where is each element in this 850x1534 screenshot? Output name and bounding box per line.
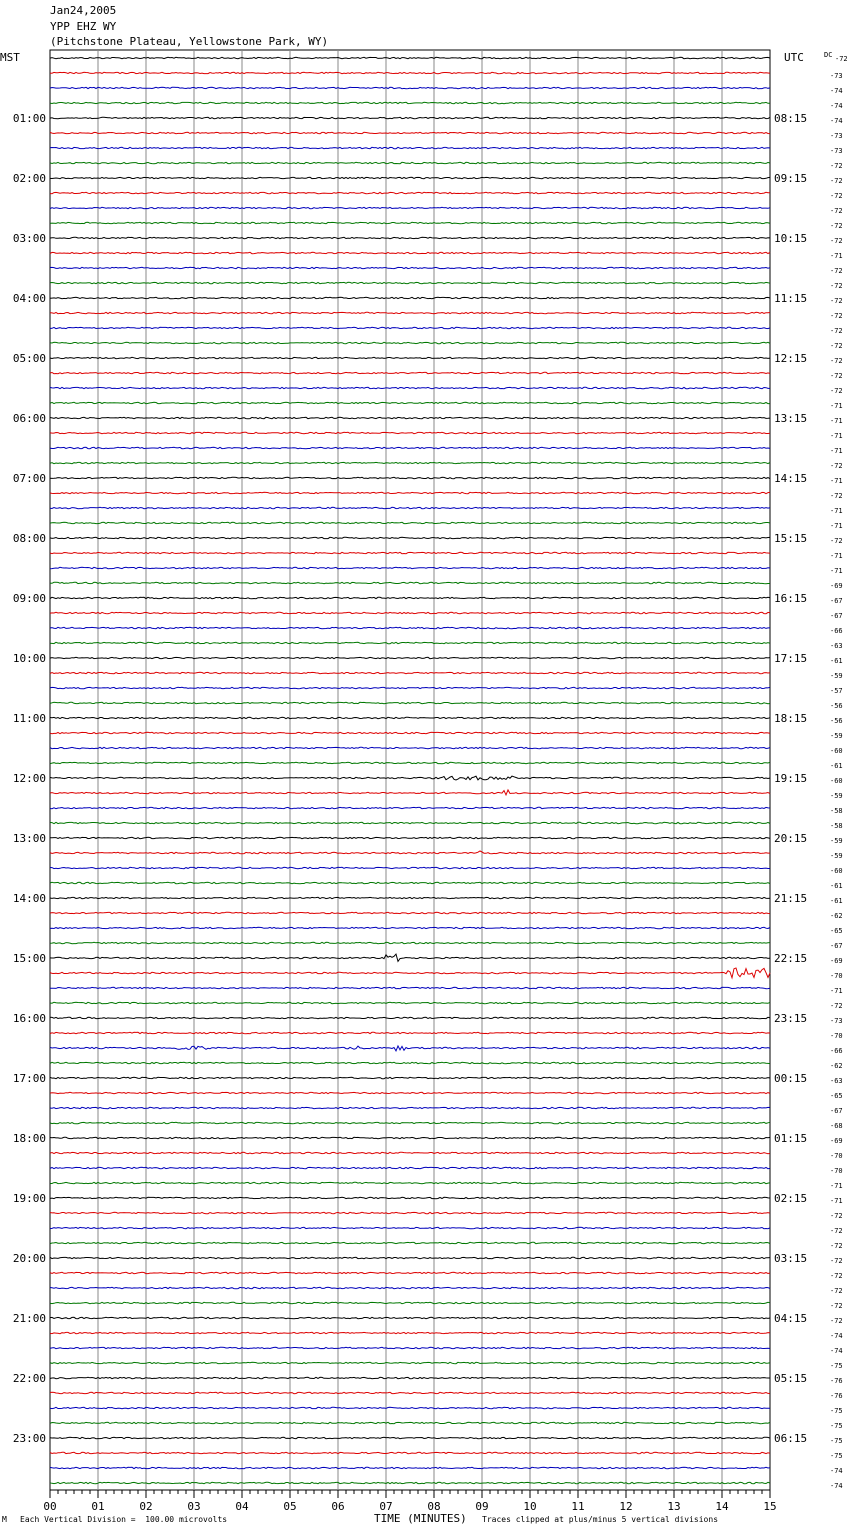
seismic-trace (50, 954, 770, 961)
seismic-trace (50, 1152, 770, 1153)
seismic-trace (50, 1092, 770, 1093)
utc-hour-label: 20:15 (774, 832, 808, 845)
dc-offset-value: -72 (830, 492, 843, 500)
dc-label: DC (824, 51, 833, 59)
dc-offset-value: -72 (830, 1287, 843, 1295)
seismic-trace (50, 851, 770, 854)
seismic-trace (50, 1317, 770, 1318)
x-tick-label: 06 (331, 1500, 345, 1513)
seismic-trace (50, 207, 770, 208)
seismic-trace (50, 1197, 770, 1198)
seismic-trace (50, 927, 770, 928)
dc-offset-value: -71 (830, 1197, 843, 1205)
x-axis-title: TIME (MINUTES) (374, 1512, 467, 1525)
seismic-trace (50, 1482, 770, 1483)
dc-offset-value: -72 (830, 192, 843, 200)
dc-offset-value: -76 (830, 1377, 843, 1385)
x-tick-label: 15 (763, 1500, 777, 1513)
dc-offset-value: -74 (830, 102, 843, 110)
dc-offset-value: -60 (830, 777, 843, 785)
dc-offset-value: -72 (830, 327, 843, 335)
seismic-trace (50, 867, 770, 868)
dc-offset-value: -61 (830, 882, 843, 890)
x-tick-label: 01 (91, 1500, 105, 1513)
dc-offset-value: -72 (835, 55, 848, 63)
mst-hour-label: 21:00 (12, 1312, 46, 1325)
dc-offset-value: -66 (830, 1047, 843, 1055)
seismic-trace (50, 612, 770, 613)
seismic-trace (50, 1272, 770, 1273)
dc-offset-value: -67 (830, 597, 843, 605)
seismic-trace (50, 776, 770, 780)
utc-hour-label: 02:15 (774, 1192, 808, 1205)
dc-offset-value: -71 (830, 432, 843, 440)
dc-offset-value: -69 (830, 957, 843, 965)
dc-offset-value: -72 (830, 162, 843, 170)
dc-offset-value: -59 (830, 672, 843, 680)
seismic-trace (50, 537, 770, 538)
dc-offset-value: -71 (830, 252, 843, 260)
seismic-trace (50, 447, 770, 448)
seismic-trace (50, 372, 770, 373)
mst-hour-label: 16:00 (12, 1012, 46, 1025)
seismic-trace (50, 702, 770, 703)
dc-offset-value: -70 (830, 1167, 843, 1175)
seismic-trace (50, 657, 770, 658)
seismic-trace (50, 237, 770, 238)
seismic-trace (50, 1212, 770, 1213)
dc-offset-value: -72 (830, 1002, 843, 1010)
dc-offset-value: -72 (830, 357, 843, 365)
mst-hour-label: 23:00 (12, 1432, 46, 1445)
x-tick-label: 08 (427, 1500, 441, 1513)
dc-offset-value: -71 (830, 522, 843, 530)
dc-offset-value: -62 (830, 1062, 843, 1070)
dc-offset-value: -58 (830, 807, 843, 815)
dc-offset-value: -70 (830, 1032, 843, 1040)
dc-offset-value: -60 (830, 867, 843, 875)
dc-offset-value: -71 (830, 477, 843, 485)
dc-offset-value: -58 (830, 822, 843, 830)
utc-hour-label: 14:15 (774, 472, 808, 485)
x-tick-label: 11 (571, 1500, 585, 1513)
dc-offset-value: -73 (830, 147, 843, 155)
seismic-trace (50, 327, 770, 328)
dc-offset-value: -61 (830, 762, 843, 770)
seismic-trace (50, 807, 770, 808)
dc-offset-value: -72 (830, 1212, 843, 1220)
seismic-trace (50, 267, 770, 268)
dc-offset-value: -59 (830, 837, 843, 845)
seismic-trace (50, 1242, 770, 1243)
seismic-trace (50, 1467, 770, 1468)
seismic-trace (50, 462, 770, 463)
mst-hour-label: 04:00 (12, 292, 46, 305)
utc-hour-label: 01:15 (774, 1132, 808, 1145)
dc-offset-value: -75 (830, 1362, 843, 1370)
seismic-trace (50, 1167, 770, 1168)
seismic-trace (50, 1137, 770, 1138)
dc-offset-value: -72 (830, 537, 843, 545)
seismic-trace (50, 282, 770, 283)
seismic-trace (50, 57, 770, 58)
dc-offset-value: -72 (830, 267, 843, 275)
mst-hour-label: 22:00 (12, 1372, 46, 1385)
seismic-trace (50, 1077, 770, 1078)
mst-hour-label: 02:00 (12, 172, 46, 185)
dc-offset-value: -72 (830, 1257, 843, 1265)
dc-offset-value: -72 (830, 372, 843, 380)
seismic-trace (50, 117, 770, 118)
seismic-trace (50, 147, 770, 148)
seismic-trace (50, 1392, 770, 1393)
x-tick-label: 09 (475, 1500, 489, 1513)
dc-offset-value: -72 (830, 462, 843, 470)
mst-hour-label: 15:00 (12, 952, 46, 965)
dc-offset-value: -71 (830, 1182, 843, 1190)
seismic-trace (50, 1452, 770, 1453)
seismic-trace (50, 492, 770, 493)
seismic-trace (50, 297, 770, 298)
x-tick-label: 05 (283, 1500, 297, 1513)
dc-offset-value: -69 (830, 1137, 843, 1145)
seismic-trace (50, 1377, 770, 1378)
mst-hour-label: 13:00 (12, 832, 46, 845)
seismic-trace (50, 1302, 770, 1303)
mst-axis-label: MST (0, 51, 20, 64)
dc-offset-value: -57 (830, 687, 843, 695)
dc-offset-value: -69 (830, 582, 843, 590)
mst-hour-label: 06:00 (12, 412, 46, 425)
seismic-trace (50, 72, 770, 73)
seismic-trace (50, 1182, 770, 1183)
dc-offset-value: -63 (830, 1077, 843, 1085)
seismic-trace (50, 1122, 770, 1123)
seismic-trace (50, 1107, 770, 1108)
seismic-trace (50, 1227, 770, 1228)
seismic-trace (50, 1407, 770, 1408)
seismic-trace (50, 968, 770, 978)
seismic-trace (50, 222, 770, 223)
x-tick-label: 04 (235, 1500, 249, 1513)
dc-offset-value: -74 (830, 117, 843, 125)
utc-axis-label: UTC (784, 51, 804, 64)
seismic-trace (50, 1062, 770, 1063)
utc-hour-label: 06:15 (774, 1432, 808, 1445)
utc-hour-label: 12:15 (774, 352, 808, 365)
seismic-trace (50, 477, 770, 478)
x-tick-label: 07 (379, 1500, 393, 1513)
utc-hour-label: 19:15 (774, 772, 808, 785)
seismic-trace (50, 132, 770, 133)
utc-hour-label: 15:15 (774, 532, 808, 545)
mst-hour-label: 10:00 (12, 652, 46, 665)
dc-offset-value: -73 (830, 1017, 843, 1025)
x-tick-label: 03 (187, 1500, 201, 1513)
dc-offset-value: -66 (830, 627, 843, 635)
utc-hour-label: 08:15 (774, 112, 808, 125)
x-tick-label: 14 (715, 1500, 729, 1513)
x-tick-label: 12 (619, 1500, 633, 1513)
dc-offset-value: -72 (830, 237, 843, 245)
x-tick-label: 00 (43, 1500, 57, 1513)
dc-offset-value: -72 (830, 387, 843, 395)
dc-offset-value: -60 (830, 747, 843, 755)
dc-offset-value: -56 (830, 702, 843, 710)
seismic-trace (50, 1347, 770, 1348)
dc-offset-value: -75 (830, 1437, 843, 1445)
utc-hour-label: 17:15 (774, 652, 808, 665)
x-tick-label: 10 (523, 1500, 537, 1513)
dc-offset-value: -74 (830, 1467, 843, 1475)
dc-offset-value: -72 (830, 1272, 843, 1280)
seismic-trace (50, 627, 770, 628)
dc-offset-value: -75 (830, 1422, 843, 1430)
dc-offset-value: -72 (830, 1302, 843, 1310)
dc-offset-value: -59 (830, 792, 843, 800)
seismic-trace (50, 177, 770, 178)
seismic-trace (50, 1362, 770, 1363)
dc-offset-value: -71 (830, 402, 843, 410)
seismic-trace (50, 192, 770, 193)
station-code: YPP EHZ WY (50, 20, 117, 33)
dc-offset-value: -76 (830, 1392, 843, 1400)
x-tick-label: 13 (667, 1500, 681, 1513)
utc-hour-label: 05:15 (774, 1372, 808, 1385)
utc-hour-label: 22:15 (774, 952, 808, 965)
dc-offset-value: -74 (830, 1482, 843, 1490)
mst-hour-label: 20:00 (12, 1252, 46, 1265)
seismic-trace (50, 1002, 770, 1003)
seismic-trace (50, 357, 770, 358)
mst-hour-label: 03:00 (12, 232, 46, 245)
dc-offset-value: -74 (830, 1332, 843, 1340)
seismic-trace (50, 672, 770, 673)
vertical-scale-note: Each Vertical Division = 100.00 microvolts (20, 1515, 228, 1524)
mst-hour-label: 18:00 (12, 1132, 46, 1145)
dc-offset-value: -67 (830, 612, 843, 620)
dc-offset-value: -59 (830, 852, 843, 860)
dc-offset-value: -71 (830, 447, 843, 455)
dc-offset-value: -72 (830, 1227, 843, 1235)
dc-offset-value: -75 (830, 1452, 843, 1460)
dc-offset-value: -72 (830, 177, 843, 185)
utc-hour-label: 04:15 (774, 1312, 808, 1325)
utc-hour-label: 09:15 (774, 172, 808, 185)
dc-offset-value: -72 (830, 1317, 843, 1325)
dc-offset-value: -65 (830, 1092, 843, 1100)
dc-offset-value: -70 (830, 972, 843, 980)
seismic-trace (50, 642, 770, 643)
seismic-trace (50, 342, 770, 343)
utc-hour-label: 03:15 (774, 1252, 808, 1265)
mst-hour-label: 05:00 (12, 352, 46, 365)
seismic-trace (50, 522, 770, 523)
dc-offset-value: -73 (830, 132, 843, 140)
seismic-trace (50, 1017, 770, 1018)
utc-hour-label: 21:15 (774, 892, 808, 905)
seismic-trace (50, 732, 770, 733)
dc-offset-value: -72 (830, 207, 843, 215)
dc-offset-value: -72 (830, 282, 843, 290)
seismic-trace (50, 252, 770, 253)
dc-offset-value: -71 (830, 567, 843, 575)
seismic-trace (50, 912, 770, 913)
seismic-trace (50, 747, 770, 748)
seismic-trace (50, 790, 770, 795)
seismic-trace (50, 1332, 770, 1333)
dc-offset-value: -74 (830, 1347, 843, 1355)
seismic-trace (50, 312, 770, 313)
mst-hour-label: 11:00 (12, 712, 46, 725)
utc-hour-label: 18:15 (774, 712, 808, 725)
seismic-trace (50, 882, 770, 883)
seismic-trace (50, 897, 770, 898)
seismic-trace (50, 597, 770, 598)
dc-offset-value: -71 (830, 507, 843, 515)
dc-offset-value: -73 (830, 72, 843, 80)
seismic-trace (50, 1046, 770, 1051)
dc-offset-value: -72 (830, 1242, 843, 1250)
seismic-trace (50, 402, 770, 403)
dc-offset-value: -62 (830, 912, 843, 920)
seismic-trace (50, 162, 770, 163)
seismic-trace (50, 822, 770, 823)
utc-hour-label: 13:15 (774, 412, 808, 425)
dc-offset-value: -63 (830, 642, 843, 650)
plot-date: Jan24,2005 (50, 4, 117, 17)
dc-offset-value: -61 (830, 897, 843, 905)
seismic-trace (50, 1287, 770, 1288)
clip-note: Traces clipped at plus/minus 5 vertical divisions (482, 1515, 719, 1524)
seismic-trace (50, 687, 770, 688)
dc-offset-value: -74 (830, 87, 843, 95)
dc-offset-value: -72 (830, 312, 843, 320)
seismic-trace (50, 417, 770, 418)
dc-offset-value: -70 (830, 1152, 843, 1160)
dc-offset-value: -71 (830, 987, 843, 995)
x-tick-label: 02 (139, 1500, 153, 1513)
station-location: (Pitchstone Plateau, Yellowstone Park, WY) (50, 35, 329, 48)
seismic-trace (50, 717, 770, 718)
seismic-trace (50, 552, 770, 553)
seismic-trace (50, 582, 770, 583)
seismic-trace (50, 762, 770, 763)
dc-offset-value: -67 (830, 1107, 843, 1115)
seismic-trace (50, 1437, 770, 1438)
seismic-trace (50, 387, 770, 388)
seismic-trace (50, 987, 770, 988)
dc-offset-value: -72 (830, 222, 843, 230)
dc-offset-value: -67 (830, 942, 843, 950)
utc-hour-label: 11:15 (774, 292, 808, 305)
dc-offset-value: -72 (830, 342, 843, 350)
mst-hour-label: 17:00 (12, 1072, 46, 1085)
seismic-trace (50, 87, 770, 88)
mst-hour-label: 19:00 (12, 1192, 46, 1205)
mst-hour-label: 07:00 (12, 472, 46, 485)
dc-offset-value: -65 (830, 927, 843, 935)
seismic-trace (50, 567, 770, 568)
footer-marker: M (2, 1515, 7, 1524)
mst-hour-label: 09:00 (12, 592, 46, 605)
dc-offset-value: -75 (830, 1407, 843, 1415)
dc-offset-value: -56 (830, 717, 843, 725)
utc-hour-label: 16:15 (774, 592, 808, 605)
dc-offset-value: -71 (830, 417, 843, 425)
utc-hour-label: 23:15 (774, 1012, 808, 1025)
dc-offset-value: -61 (830, 657, 843, 665)
utc-hour-label: 10:15 (774, 232, 808, 245)
mst-hour-label: 14:00 (12, 892, 46, 905)
seismic-trace (50, 507, 770, 508)
seismic-trace (50, 1257, 770, 1258)
seismic-trace (50, 837, 770, 838)
seismic-trace (50, 102, 770, 103)
mst-hour-label: 01:00 (12, 112, 46, 125)
mst-hour-label: 08:00 (12, 532, 46, 545)
dc-offset-value: -72 (830, 297, 843, 305)
utc-hour-label: 00:15 (774, 1072, 808, 1085)
dc-offset-value: -68 (830, 1122, 843, 1130)
seismic-trace (50, 942, 770, 943)
seismic-trace (50, 1422, 770, 1423)
seismic-trace (50, 1032, 770, 1033)
dc-offset-value: -71 (830, 552, 843, 560)
seismic-trace (50, 432, 770, 433)
dc-offset-value: -59 (830, 732, 843, 740)
mst-hour-label: 12:00 (12, 772, 46, 785)
